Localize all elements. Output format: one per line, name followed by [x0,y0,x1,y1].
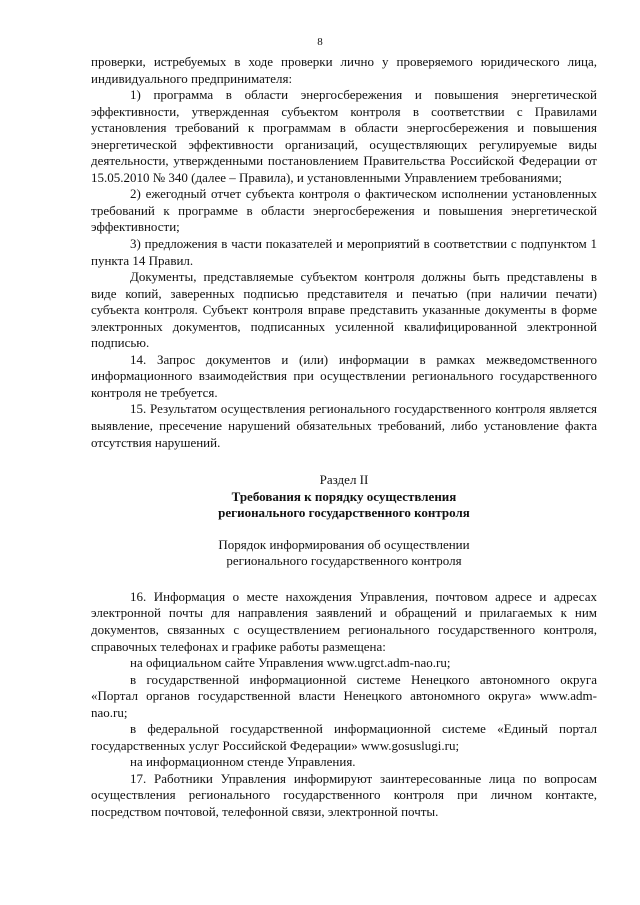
subsection-title-line1: Порядок информирования об осуществлении [218,536,470,552]
document-body [91,54,597,821]
section-title-line2: регионального государственного контроля [218,505,470,521]
section-heading [91,472,597,570]
paragraph-item-15: 15. Результатом осуществления регионального государственного контроля является выявление, пресечение нарушений обязательных требований, либо установление факта отсутствия нарушений. [91,401,597,450]
paragraph-continuation: проверки, истребуемых в ходе проверки лично у проверяемого юридического лица, индивидуального предпринимателя: [91,54,597,86]
paragraph-item-14: 14. Запрос документов и (или) информации в рамках межведомственного информационного взаимодействия при осуществлении регионального государственного контроля не требуется. [91,351,597,400]
paragraph-documents: Документы, представляемые субъектом контроля должны быть представлены в виде копий, заверенных подписью представителя и печатью (при наличии печати) субъекта контроля. Субъект контроля вправе представить указанные документы в форме электронных документов, подписанных усиленной квалифицированной электронной подписью. [91,269,597,351]
section-label: Раздел II [319,472,369,488]
section-title-line1: Требования к порядку осуществления [231,488,457,504]
list-item-official-site: на официальном сайте Управления www.ugrct.adm-nao.ru; [130,655,451,671]
list-item-program: 1) программа в области энергосбережения и повышения энергетической эффективности, утвержденная субъектом контроля в соответствии с Правилами установления требований к программам в области энергосбережения и повышения энергетической эффективности организаций, осуществляющих регулируемые виды деятельности, утвержденными постановлением Правительства Российской Федерации от 15.05.2010 № 340 (далее – Правила), и установленными Управлением требованиями; [91,87,597,185]
list-item-proposals: 3) предложения в части показателей и мероприятий в соответствии с подпунктом 1 пункта 14 Правил. [91,236,597,268]
subsection-title-line2: регионального государственного контроля [226,553,462,569]
page-number: 8 [317,36,323,48]
paragraph-item-17: 17. Работники Управления информируют заинтересованные лица по вопросам осуществления регионального государственного контроля при личном контакте, посредством почтовой, телефонной связи, электронной почты. [91,770,597,819]
spacer [91,570,597,589]
list-item-annual-report: 2) ежегодный отчет субъекта контроля о фактическом исполнении установленных требований к программе в области энергосбережения и повышения энергетической эффективности; [91,186,597,235]
list-item-info-stand: на информационном стенде Управления. [130,754,356,770]
list-item-federal-portal: в федеральной государственной информационной системе «Единый портал государственных услуг Российской Федерации» www.gosuslugi.ru; [91,721,597,753]
paragraph-item-16: 16. Информация о месте нахождения Управления, почтовом адресе и адресах электронной почты для направления заявлений и обращений и прилагаемых к ним документов, связанных с осуществлением регионального государственного контроля, справочных телефонах и графике работы размещена: [91,588,597,654]
list-item-regional-portal: в государственной информационной системе Ненецкого автономного округа «Портал органов государственной власти Ненецкого автономного округа» www.adm-nao.ru; [91,671,597,720]
